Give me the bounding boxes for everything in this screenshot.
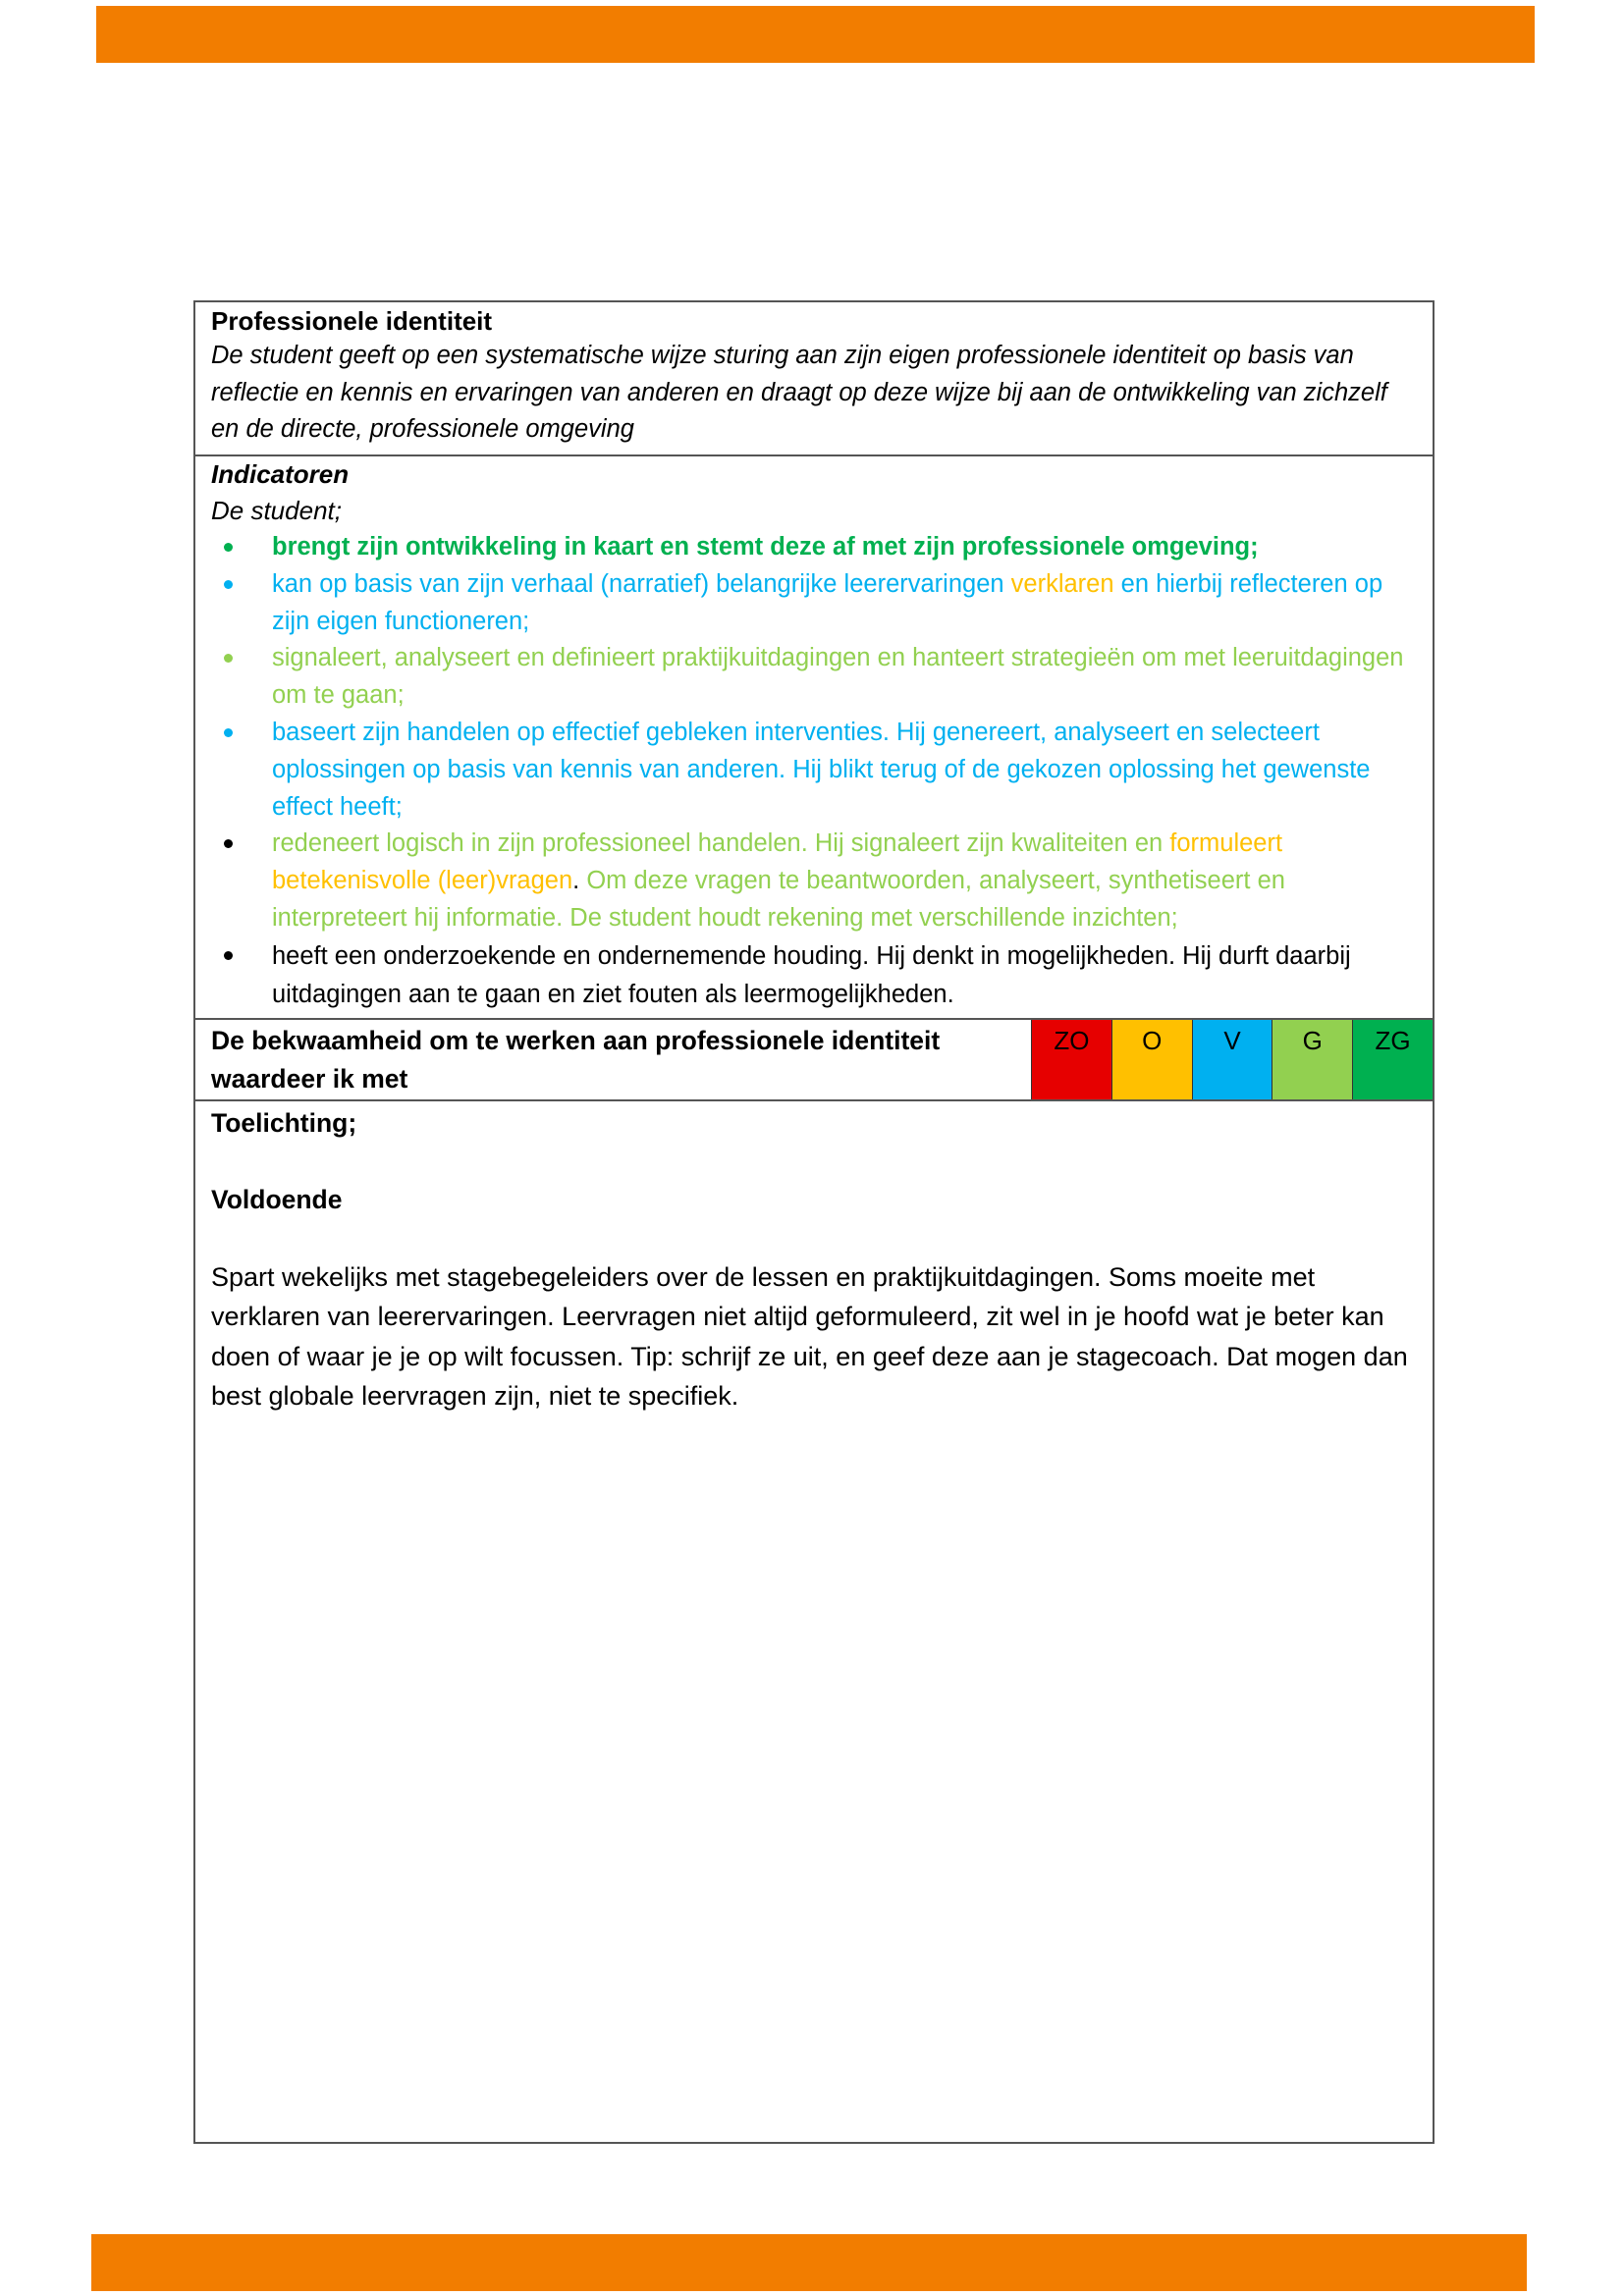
rating-option-zo[interactable]: ZO	[1031, 1020, 1111, 1099]
explanation-body[interactable]: Spart wekelijks met stagebegeleiders over de lessen en praktijkuitdagingen. Soms moeite met verklaren van leerervaringen. Leervragen niet altijd geformuleerd, zit wel in je hoofd wat je beter kan doen of waar je je op wilt focussen. Tip: schrijf ze uit, en geef deze aan je stagecoach. Dat mogen dan best globale leervragen zijn, niet te specifiek.	[211, 1262, 1408, 1411]
indicator-text: en hierbij reflecteren op zijn eigen functioneren;	[272, 569, 1383, 635]
explanation-section	[195, 1103, 1433, 1415]
indicator-item	[211, 937, 1421, 1015]
competence-description: De student geeft op een systematische wijze sturing aan zijn eigen professionele identiteit op basis van reflectie en kennis en ervaringen van anderen en draagt op deze wijze bij aan de ontwikkeling van zichzelf en de directe, professionele omgeving	[211, 342, 1387, 443]
indicators-subheading: De student;	[211, 496, 342, 525]
indicator-text: redeneert logisch in zijn professioneel handelen. Hij signaleert zijn kwaliteiten en	[272, 829, 1170, 858]
indicator-text: formuleert betekenisvolle (leer)vragen	[272, 829, 1283, 895]
indicator-text: brengt zijn ontwikkeling in kaart en stemt deze af met zijn professionele omgeving;	[272, 533, 1259, 561]
indicator-text: heeft een onderzoekende en ondernemende houding. Hij denkt in mogelijkheden. Hij durft daarbij uitdagingen aan te gaan en ziet fouten als leermogelijkheden.	[272, 941, 1351, 1009]
indicators-heading: Indicatoren	[211, 459, 350, 489]
bullet-icon	[224, 951, 233, 960]
indicator-list	[211, 529, 1421, 1015]
competence-title: Professionele identiteit	[211, 306, 493, 336]
bullet-icon	[224, 543, 233, 552]
bullet-icon	[224, 654, 233, 663]
rating-option-zg[interactable]: ZG	[1352, 1020, 1433, 1099]
competence-section	[195, 304, 1433, 456]
explanation-heading: Toelichting;	[211, 1108, 357, 1138]
indicator-text: verklaren	[1010, 569, 1114, 598]
bullet-icon	[224, 728, 233, 737]
rating-option-g[interactable]: G	[1272, 1020, 1352, 1099]
rating-option-v[interactable]: V	[1192, 1020, 1272, 1099]
bullet-icon	[224, 580, 233, 589]
indicator-item	[211, 566, 1421, 641]
header-brand-bar	[96, 6, 1535, 63]
indicator-item	[211, 529, 1421, 566]
indicator-text: Om deze vragen te beantwoorden, analyseert, synthetiseert en interpreteert hij informatie. De student houdt rekening met verschillende inzichten;	[272, 867, 1285, 932]
indicators-section	[195, 456, 1433, 1020]
bullet-icon	[224, 839, 233, 848]
footer-brand-bar	[91, 2234, 1527, 2291]
assessment-form	[193, 300, 1435, 2144]
indicator-item	[211, 826, 1421, 936]
rating-label: De bekwaamheid om te werken aan professionele identiteit waardeer ik met	[211, 1026, 941, 1094]
explanation-verdict: Voldoende	[211, 1185, 343, 1214]
indicator-item	[211, 640, 1421, 715]
indicator-text: kan op basis van zijn verhaal (narratief) belangrijke leerervaringen	[272, 569, 1011, 598]
rating-row	[195, 1020, 1433, 1101]
rating-option-o[interactable]: O	[1111, 1020, 1192, 1099]
indicator-text: signaleert, analyseert en definieert praktijkuitdagingen en hanteert strategieën om met leeruitdagingen om te gaan;	[272, 644, 1404, 710]
rating-scale	[1031, 1020, 1433, 1099]
indicator-text: .	[572, 867, 580, 895]
indicator-item	[211, 715, 1421, 826]
indicator-text: baseert zijn handelen op effectief gebleken interventies. Hij genereert, analyseert en selecteert oplossingen op basis van kennis van anderen. Hij blikt terug of de gekozen oplossing het gewenste effect heeft;	[272, 718, 1371, 821]
